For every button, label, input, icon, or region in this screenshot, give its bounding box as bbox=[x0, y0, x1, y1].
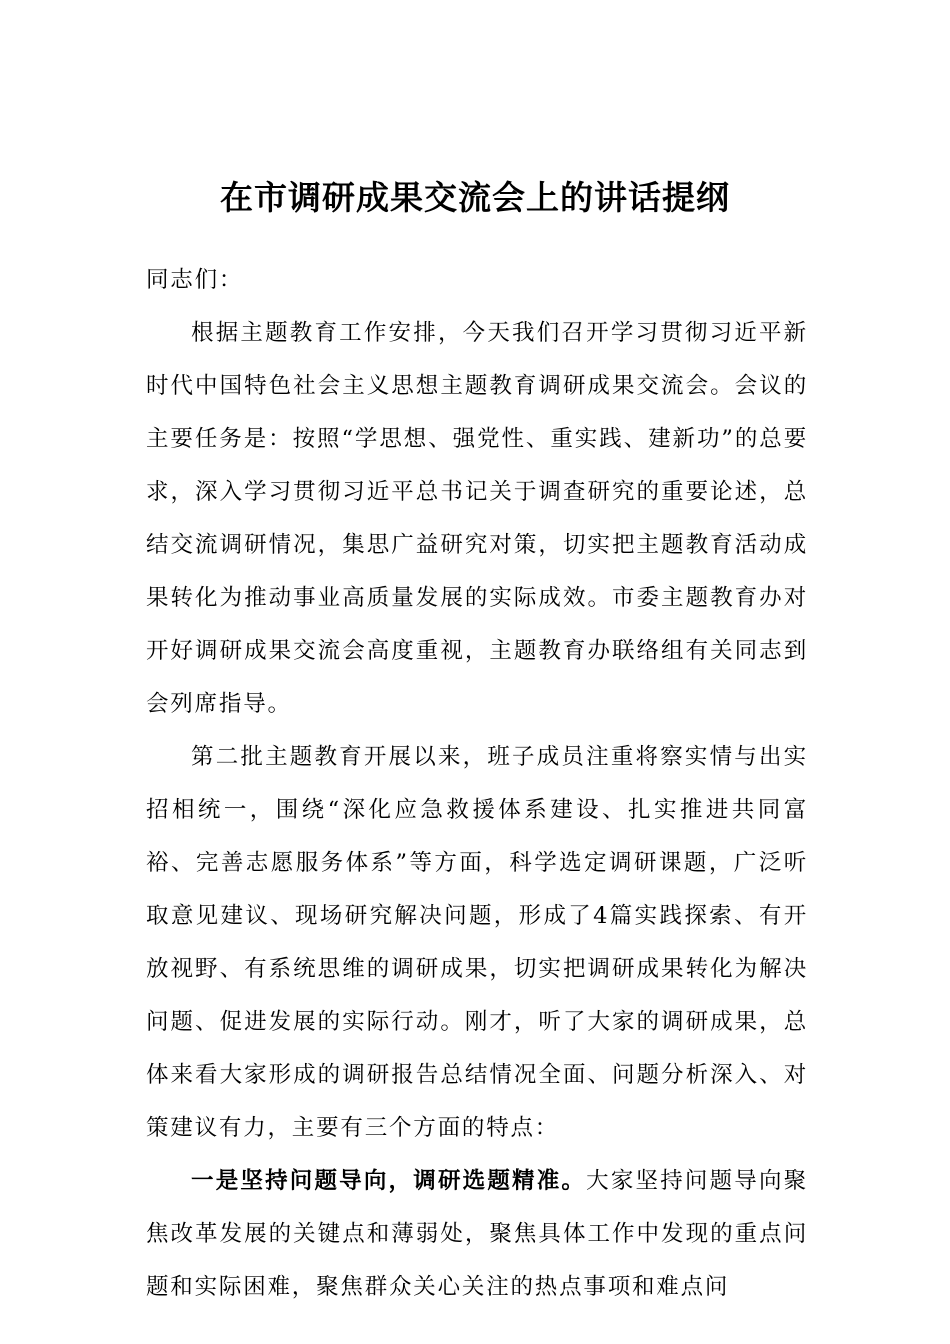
salutation: 同志们： bbox=[146, 267, 244, 293]
paragraph-overview: 第二批主题教育开展以来，班子成员注重将察实情与出实招相统一，围绕“深化应急救援体系建设、扎实推进共同富裕、完善志愿服务体系”等方面，科学选定调研课题，广泛听取意见建议、现场研究解决问题，形成了4篇实践探索、有开放视野、有系统思维的调研成果，切实把调研成果转化为解决问题、促进发展的实际行动。刚才，听了大家的调研成果，总体来看大家形成的调研报告总结情况全面、问题分析深入、对策建议有力，主要有三个方面的特点： bbox=[146, 744, 808, 1141]
point-one-text: 大家坚持问题导向聚焦改革发展的关键点和薄弱处，聚焦具体工作中发现的重点问题和实际困难，聚焦群众关心关注的热点事项和难点问 bbox=[146, 1168, 808, 1300]
document-body bbox=[146, 254, 808, 1314]
paragraph-point-one bbox=[146, 1155, 808, 1314]
document-title: 在市调研成果交流会上的讲话提纲 bbox=[220, 178, 730, 217]
point-one-heading: 一是坚持问题导向，调研选题精准。 bbox=[191, 1168, 587, 1194]
paragraph-intro: 根据主题教育工作安排，今天我们召开学习贯彻习近平新时代中国特色社会主义思想主题教育调研成果交流会。会议的主要任务是：按照“学思想、强党性、重实践、建新功”的总要求，深入学习贯彻习近平总书记关于调查研究的重要论述，总结交流调研情况，集思广益研究对策，切实把主题教育活动成果转化为推动事业高质量发展的实际成效。市委主题教育办对开好调研成果交流会高度重视，主题教育办联络组有关同志到会列席指导。 bbox=[146, 320, 808, 717]
